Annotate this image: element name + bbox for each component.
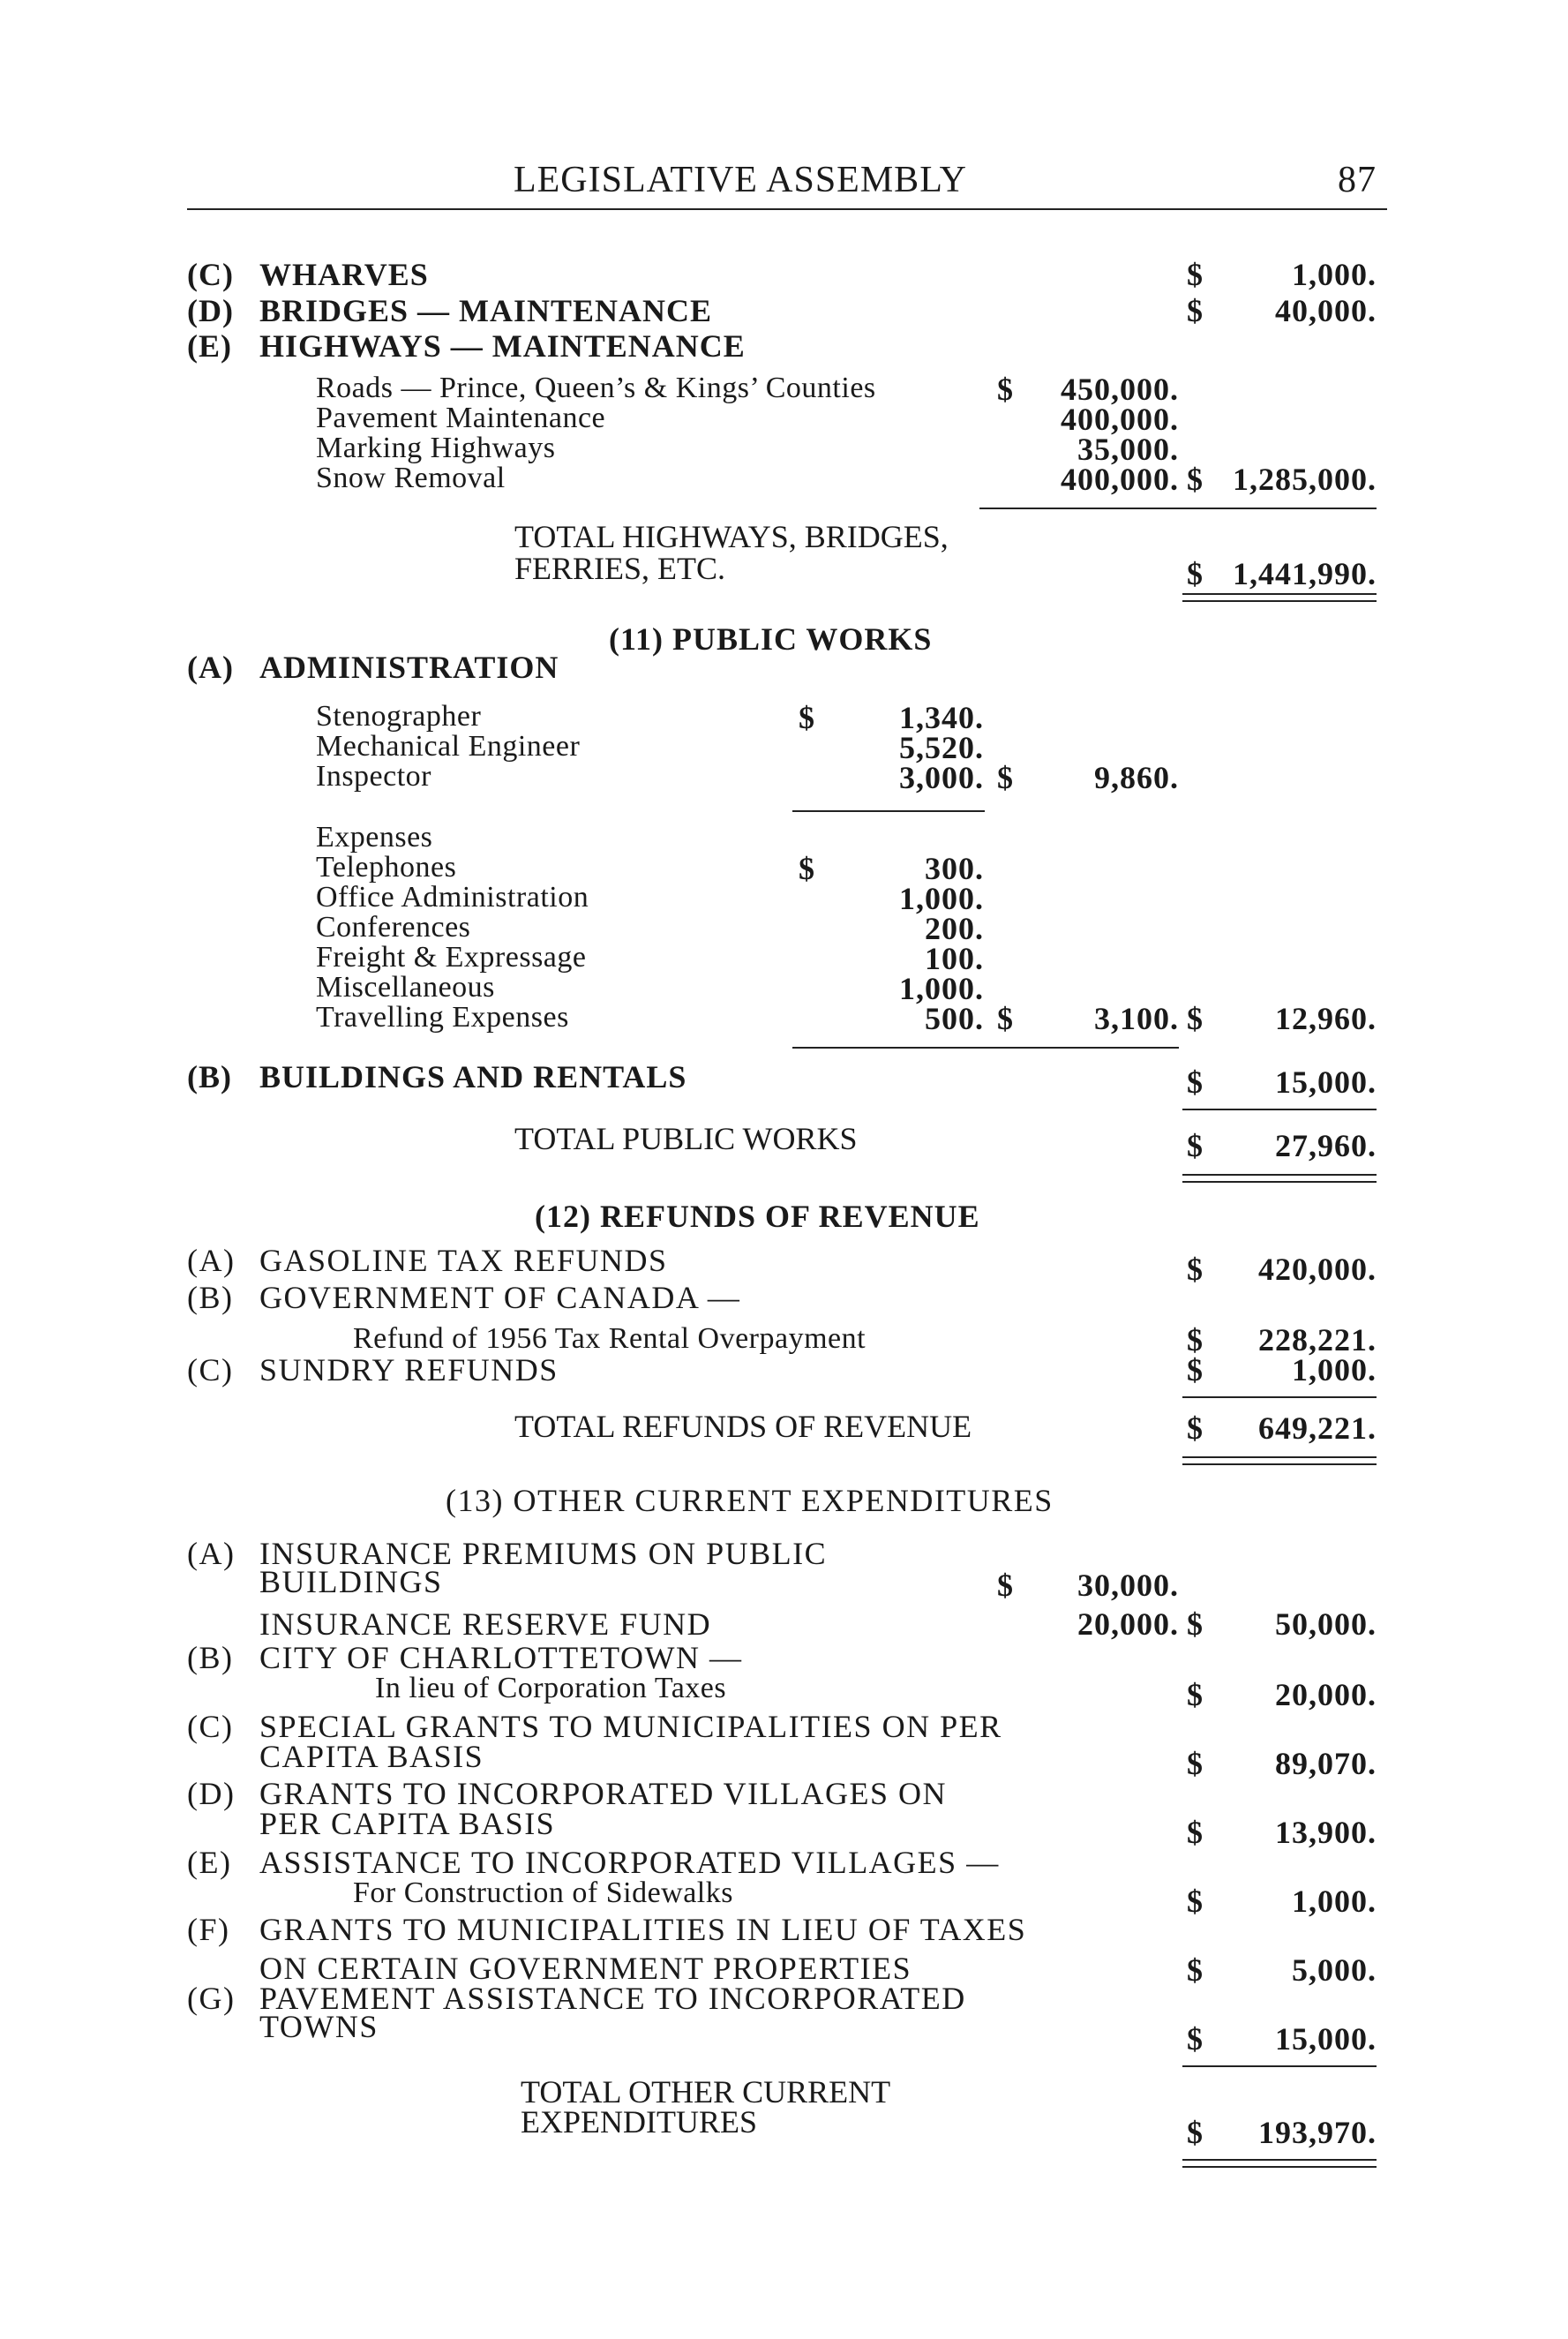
item-label-buildings: BUILDINGS AND RENTALS [259,1059,687,1094]
expense-line-amount: 1,000. [899,971,984,1006]
item-label: INSURANCE RESERVE FUND [259,1606,712,1642]
dollar-sign: $ [1187,1952,1203,1988]
dollar-sign: $ [1187,1815,1203,1850]
expense-line-label: Miscellaneous [316,971,495,1004]
amount-buildings: 15,000. [1275,1064,1377,1100]
item-sub-label: For Construction of Sidewalks [353,1876,733,1909]
dollar-sign: $ [1187,2115,1203,2150]
dollar-sign: $ [1187,293,1203,328]
item-label: TOWNS [259,2009,379,2044]
expense-line-label: Telephones [316,851,457,884]
subtotal-rule [1182,2065,1377,2067]
staff-line-label: Stenographer [316,700,482,733]
dollar-sign: $ [1187,1746,1203,1781]
double-rule-bottom [1182,600,1377,602]
item-letter: (C) [187,1352,234,1388]
subtotal-rule [979,508,1377,509]
amount-insurance-reserve: 20,000. [1077,1606,1179,1642]
section-total-label: FERRIES, ETC. [514,551,726,586]
amount-sundry: 1,000. [1292,1352,1377,1388]
section-total-amount: 649,221. [1258,1410,1377,1446]
item-label: INSURANCE PREMIUMS ON PUBLIC [259,1536,828,1571]
section-total-label: EXPENDITURES [521,2104,757,2140]
amount-special-grants: 89,070. [1275,1746,1377,1781]
item-label: ON CERTAIN GOVERNMENT PROPERTIES [259,1951,912,1986]
item-label: SPECIAL GRANTS TO MUNICIPALITIES ON PER [259,1709,1002,1744]
dollar-sign: $ [997,1568,1013,1603]
section-total-label: TOTAL OTHER CURRENT [521,2074,891,2110]
staff-line-label: Inspector [316,760,432,793]
amount-charlottetown: 20,000. [1275,1677,1377,1712]
subtotal-rule [1182,1109,1377,1110]
highways-line-amount: 35,000. [1077,432,1179,467]
highways-line-label: Roads — Prince, Queen’s & Kings’ Counties [316,372,876,404]
staff-line-amount: 5,520. [899,730,984,765]
amount-lieu-of-taxes: 5,000. [1292,1952,1377,1988]
dollar-sign: $ [997,760,1013,795]
item-label-wharves: WHARVES [259,257,429,292]
double-rule-top [1182,1456,1377,1458]
item-letter: (C) [187,1709,234,1744]
item-letter: (A) [187,650,234,685]
section-heading: (12) REFUNDS OF REVENUE [535,1199,980,1234]
expense-line-label: Office Administration [316,881,589,914]
expense-line-amount: 200. [925,911,984,946]
item-label: GRANTS TO MUNICIPALITIES IN LIEU OF TAXES [259,1912,1027,1947]
amount-sidewalks: 1,000. [1292,1884,1377,1919]
expenses-subtotal-amount: 3,100. [1094,1001,1179,1036]
item-letter: (E) [187,328,232,364]
item-label-administration: ADMINISTRATION [259,650,559,685]
expenses-heading: Expenses [316,821,433,854]
item-letter: (E) [187,1845,232,1880]
dollar-sign: $ [1187,1884,1203,1919]
dollar-sign: $ [1187,1128,1203,1163]
item-label: PAVEMENT ASSISTANCE TO INCORPORATED [259,1981,966,2016]
item-label-bridges: BRIDGES — MAINTENANCE [259,293,713,328]
staff-line-label: Mechanical Engineer [316,730,581,763]
subtotal-rule [792,1047,1179,1049]
expense-line-label: Conferences [316,911,471,944]
item-letter: (D) [187,1776,236,1811]
page-number: 87 [1338,160,1377,200]
item-label-government: GOVERNMENT OF CANADA — [259,1280,741,1315]
dollar-sign: $ [1187,1001,1203,1036]
highways-line-amount: 450,000. [1061,372,1179,407]
subtotal-rule [792,810,985,812]
item-letter: (B) [187,1280,234,1315]
dollar-sign: $ [1187,1252,1203,1287]
double-rule-bottom [1182,2166,1377,2168]
dollar-sign: $ [997,1001,1013,1036]
amount-insurance-premiums: 30,000. [1077,1568,1179,1603]
running-header-title: LEGISLATIVE ASSEMBLY [514,160,967,200]
item-label: PER CAPITA BASIS [259,1806,556,1841]
expense-line-amount: 300. [925,851,984,886]
highways-total-amount: 1,285,000. [1233,462,1377,497]
section-heading: (11) PUBLIC WORKS [609,621,933,657]
double-rule-top [1182,2159,1377,2161]
dollar-sign: $ [1187,257,1203,292]
item-letter: (F) [187,1912,230,1947]
amount-village-grants: 13,900. [1275,1815,1377,1850]
item-letter: (B) [187,1059,232,1094]
staff-line-amount: 1,340. [899,700,984,735]
item-letter: (A) [187,1536,236,1571]
section-total-amount: 27,960. [1275,1128,1377,1163]
dollar-sign: $ [997,372,1013,407]
section-total-amount: 193,970. [1258,2115,1377,2150]
amount-bridges: 40,000. [1275,293,1377,328]
amount-wharves: 1,000. [1292,257,1377,292]
item-letter: (B) [187,1640,234,1675]
amount-pavement-assistance: 15,000. [1275,2021,1377,2057]
dollar-sign: $ [1187,1322,1203,1358]
highways-line-amount: 400,000. [1061,402,1179,437]
highways-line-label: Marking Highways [316,432,556,464]
staff-subtotal-amount: 9,860. [1094,760,1179,795]
expense-line-label: Travelling Expenses [316,1001,569,1034]
header-rule [187,208,1387,210]
item-letter: (D) [187,293,234,328]
amount-insurance-total: 50,000. [1275,1606,1377,1642]
amount-gasoline: 420,000. [1258,1252,1377,1287]
item-label: GRANTS TO INCORPORATED VILLAGES ON [259,1776,948,1811]
section-total-label: TOTAL PUBLIC WORKS [514,1121,858,1156]
item-label-gasoline: GASOLINE TAX REFUNDS [259,1243,668,1278]
expense-line-amount: 1,000. [899,881,984,916]
item-label: BUILDINGS [259,1564,443,1599]
item-label: CAPITA BASIS [259,1739,484,1774]
expense-line-amount: 100. [925,941,984,976]
dollar-sign: $ [1187,1606,1203,1642]
item-sub-label: In lieu of Corporation Taxes [375,1672,727,1704]
double-rule-bottom [1182,1181,1377,1183]
item-letter: (C) [187,257,234,292]
item-sub-label: Refund of 1956 Tax Rental Overpayment [353,1322,867,1355]
highways-line-label: Snow Removal [316,462,506,494]
dollar-sign: $ [1187,462,1203,497]
section-heading: (13) OTHER CURRENT EXPENDITURES [446,1483,1054,1518]
section-total-amount: 1,441,990. [1233,556,1377,591]
dollar-sign: $ [1187,556,1203,591]
dollar-sign: $ [1187,1677,1203,1712]
dollar-sign: $ [1187,1352,1203,1388]
dollar-sign: $ [1187,1064,1203,1100]
expense-line-amount: 500. [925,1001,984,1036]
item-label: ASSISTANCE TO INCORPORATED VILLAGES — [259,1845,1000,1880]
dollar-sign: $ [1187,2021,1203,2057]
highways-line-label: Pavement Maintenance [316,402,606,434]
section-total-label: TOTAL REFUNDS OF REVENUE [514,1409,972,1444]
dollar-sign: $ [799,851,814,886]
subtotal-rule [1182,1396,1377,1398]
double-rule-top [1182,1174,1377,1176]
admin-total-amount: 12,960. [1275,1001,1377,1036]
double-rule-bottom [1182,1463,1377,1465]
dollar-sign: $ [799,700,814,735]
staff-line-amount: 3,000. [899,760,984,795]
section-total-label: TOTAL HIGHWAYS, BRIDGES, [514,519,949,554]
highways-line-amount: 400,000. [1061,462,1179,497]
expense-line-label: Freight & Expressage [316,941,587,974]
dollar-sign: $ [1187,1410,1203,1446]
item-label-sundry: SUNDRY REFUNDS [259,1352,559,1388]
item-label: CITY OF CHARLOTTETOWN — [259,1640,743,1675]
item-letter: (G) [187,1981,236,2016]
item-letter: (A) [187,1243,236,1278]
item-label-highways: HIGHWAYS — MAINTENANCE [259,328,746,364]
amount-government: 228,221. [1258,1322,1377,1358]
double-rule-top [1182,593,1377,595]
